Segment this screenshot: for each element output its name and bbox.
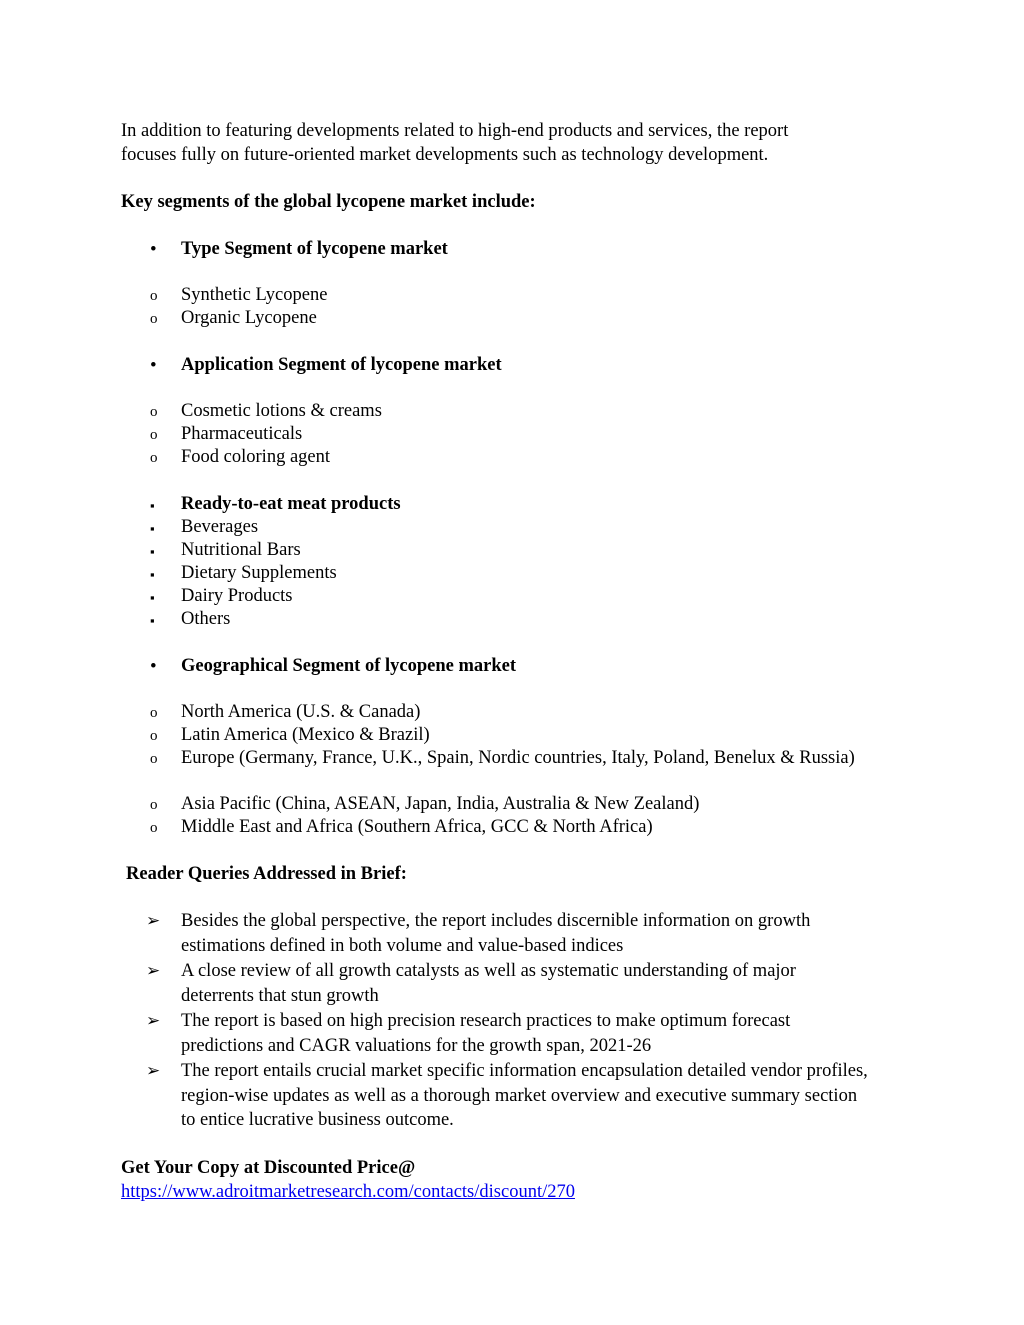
- discount-label: Get Your Copy at Discounted Price@: [121, 1158, 416, 1178]
- bullet-disc: •: [150, 355, 157, 376]
- bullet-circle: o: [150, 450, 158, 466]
- bullet-circle: o: [150, 705, 158, 721]
- bullet-circle: o: [150, 797, 158, 813]
- discount-link[interactable]: https://www.adroitmarketresearch.com/contacts/discount/270: [121, 1182, 575, 1202]
- bullet-circle: o: [150, 751, 158, 767]
- bullet-disc: •: [150, 656, 157, 677]
- bullet-square: ▪: [150, 567, 155, 582]
- bullet-circle: o: [150, 728, 158, 744]
- document-page: In addition to featuring developments related to high-end products and services, the report focuses fully on future-oriented market developments such as technology development. Key segments of the global lycopene market include: • Type Segment of lycopene market o Synthetic Lycopene o Organic Lycopene • Application Segment of lycopene market o Cosmetic lotions & creams o Pharmaceuticals o Food coloring agent ▪ Ready-to-eat meat products ▪ Beverages ▪ Nutritional Bars ▪ Dietary Supplements ▪ Dairy Products ▪ Others • Geographical Segment of lycopene market o North America (U.S. & Canada) o Latin America (Mexico & Brazil) o Europe (Germany, France, U.K., Spain, Nordic countries, Italy, Poland, Benelux & Russia) o Asia Pacific (China, ASEAN, Japan, India, Australia & New Zealand) o Middle East and Africa (Southern Africa, GCC & North Africa) Reader Queries Addressed in Brief: ➢ Besides the global perspective, the report includes discernible information on growth estimations defined in both volume and value-based indices ➢ A close review of all growth catalysts as well as systematic understanding of major deterrents that stun growth ➢ The report is based on high precision research practices to make optimum forecast predictions and CAGR valuations for the growth span, 2021-26 ➢ The report entails crucial market specific information encapsulation detailed vendor profiles, region-wise updates as well as a thorough market overview and executive summary section to entice lucrative business outcome. Get Your Copy at Discounted Price@ https://www.adroitmarketresearch.com/contacts/discount/270: [0, 0, 1024, 1325]
- bullet-circle: o: [150, 820, 158, 836]
- bullet-circle: o: [150, 311, 158, 327]
- arrow-bullet-icon: ➢: [146, 1061, 161, 1080]
- bullet-disc: •: [150, 239, 157, 260]
- arrow-bullet-icon: ➢: [146, 1011, 161, 1030]
- bullet-square: ▪: [150, 498, 155, 513]
- bullet-circle: o: [150, 288, 158, 304]
- intro-line-1: In addition to featuring developments related to high-end products and services, the report: [121, 121, 789, 141]
- key-segments-heading: Key segments of the global lycopene market include:: [121, 192, 536, 212]
- intro-line-2: focuses fully on future-oriented market developments such as technology development.: [121, 144, 769, 165]
- bullet-circle: o: [150, 404, 158, 420]
- discount-link-wrap: [121, 1181, 575, 1205]
- arrow-bullet-icon: ➢: [146, 961, 161, 980]
- bullet-square: ▪: [150, 544, 155, 559]
- bullet-square: ▪: [150, 590, 155, 605]
- arrow-bullet-icon: ➢: [146, 911, 161, 930]
- reader-queries-heading: Reader Queries Addressed in Brief:: [126, 864, 407, 884]
- bullet-circle: o: [150, 427, 158, 443]
- bullet-square: ▪: [150, 613, 155, 628]
- bullet-square: ▪: [150, 521, 155, 536]
- intro-paragraph: [121, 120, 788, 167]
